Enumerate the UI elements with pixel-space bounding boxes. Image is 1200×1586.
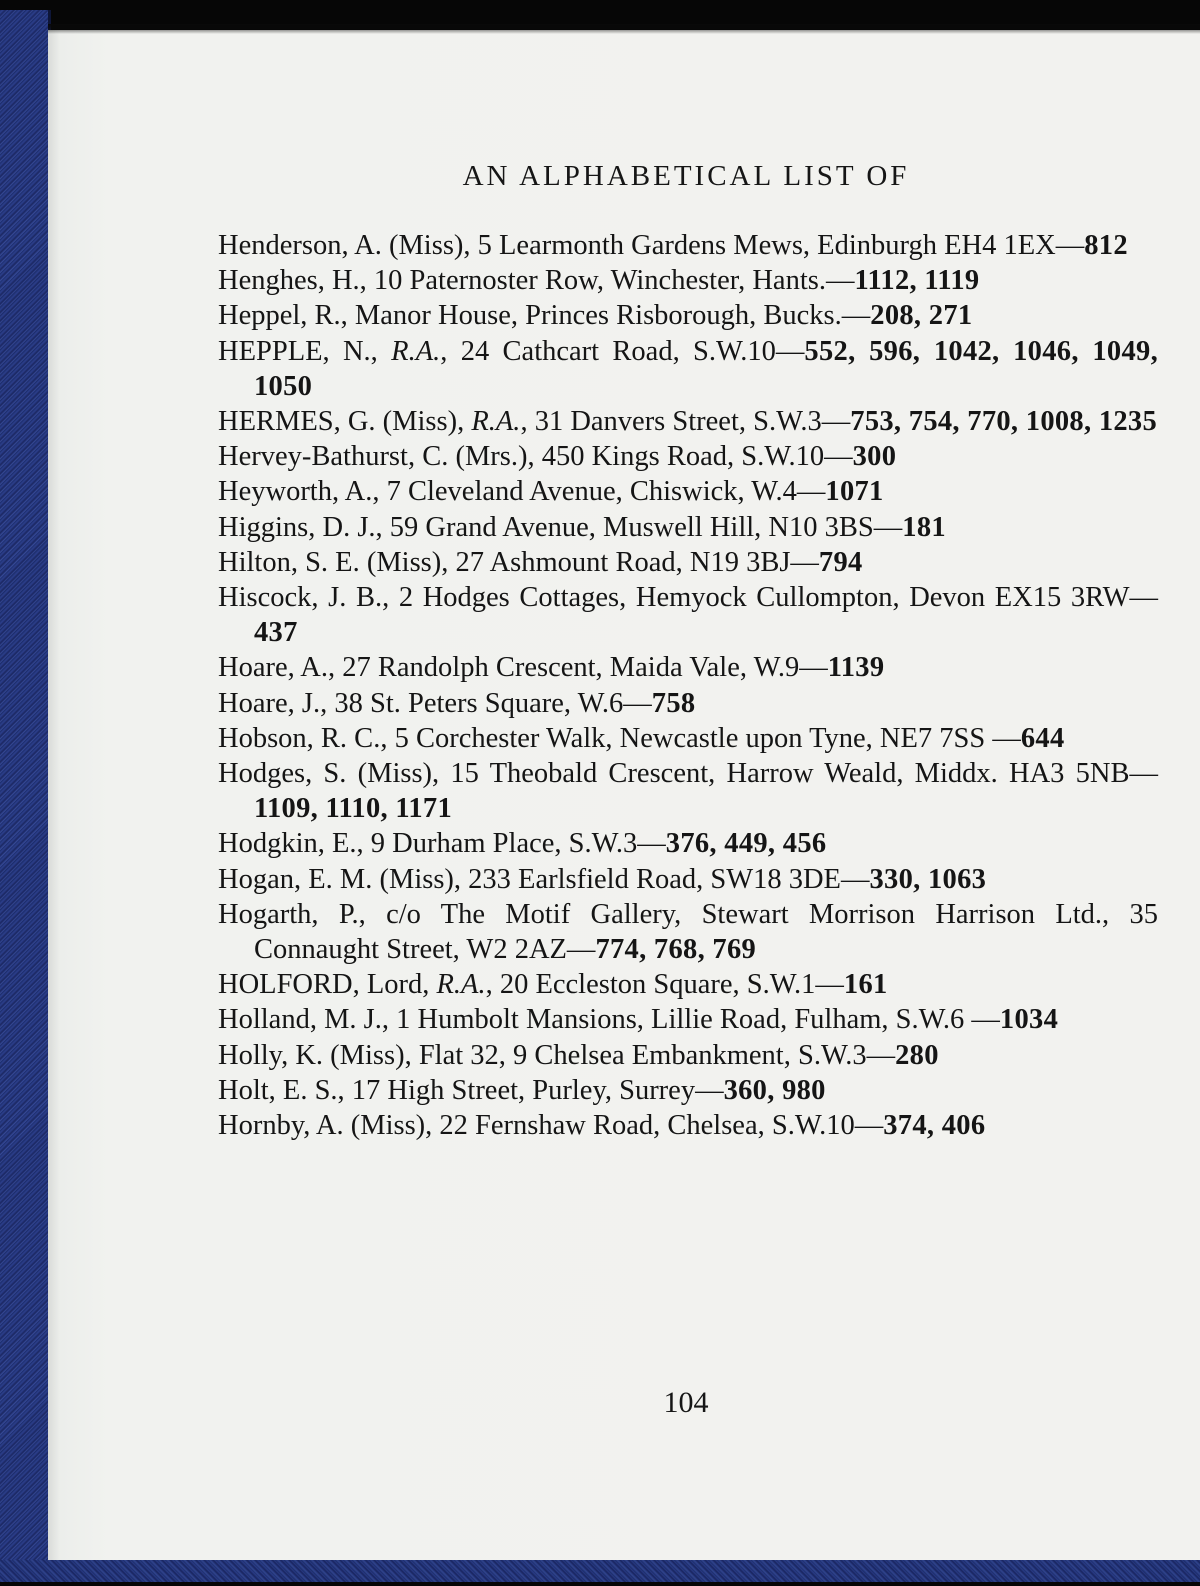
list-entry (218, 967, 1158, 1002)
entry-catalogue-numbers: 644 (1020, 722, 1065, 754)
entry-catalogue-numbers: 1109, 1110, 1171 (254, 793, 453, 825)
entry-catalogue-numbers: 280 (895, 1039, 939, 1071)
list-entry (218, 650, 1158, 685)
entry-text: Hilton, S. E. (Miss), 27 Ashmount Road, N19 3BJ— (218, 546, 819, 578)
list-entry (218, 474, 1158, 509)
list-entry (218, 334, 1158, 404)
list-entry (218, 263, 1158, 298)
entry-catalogue-numbers: 774, 768, 769 (595, 934, 757, 966)
entry-catalogue-numbers: 300 (852, 441, 897, 473)
entry-text: Hobson, R. C., 5 Corchester Walk, Newcastle upon Tyne, NE7 7SS — (218, 722, 1021, 754)
entry-text: Hogan, E. M. (Miss), 233 Earlsfield Road, SW18 3DE— (218, 863, 870, 895)
page-heading: AN ALPHABETICAL LIST OF (462, 160, 910, 192)
entry-text: Hoare, A., 27 Randolph Crescent, Maida Vale, W.9— (218, 652, 828, 684)
entry-text: HEPPLE, N., (218, 335, 392, 367)
list-entry (218, 510, 1158, 545)
book-cover-left-edge (0, 10, 51, 1582)
book-cover-bottom-edge (0, 1560, 1200, 1582)
entry-text: Hervey-Bathurst, C. (Mrs.), 450 Kings Road, S.W.10— (218, 441, 853, 473)
entry-address: , 24 Cathcart Road, S.W.10— (440, 335, 805, 367)
entry-catalogue-numbers: 374, 406 (883, 1110, 986, 1142)
entry-catalogue-numbers: 753, 754, 770, 1008, 1235 (850, 406, 1158, 438)
entry-text: Hodges, S. (Miss), 15 Theobald Crescent, Harrow Weald, Middx. HA3 5NB— (218, 758, 1158, 790)
entry-text: Higgins, D. J., 59 Grand Avenue, Muswell Hill, N10 3BS— (218, 511, 903, 543)
entry-catalogue-numbers: 1071 (825, 476, 884, 508)
entry-catalogue-numbers: 376, 449, 456 (665, 828, 827, 860)
entry-ra-title: R.A. (391, 335, 441, 367)
entry-catalogue-numbers: 1112, 1119 (854, 265, 980, 297)
entry-catalogue-numbers: 812 (1084, 230, 1128, 261)
list-entry (218, 686, 1158, 721)
entry-text: Holt, E. S., 17 High Street, Purley, Surrey— (218, 1074, 724, 1106)
entry-text: Hoare, J., 38 St. Peters Square, W.6— (218, 687, 652, 719)
list-entry (218, 1002, 1158, 1037)
entry-text: Hornby, A. (Miss), 22 Fernshaw Road, Chelsea, S.W.10— (218, 1110, 884, 1142)
entry-catalogue-numbers: 208, 271 (870, 300, 973, 332)
list-entry (218, 439, 1158, 474)
entry-text: Holly, K. (Miss), Flat 32, 9 Chelsea Embankment, S.W.3— (218, 1039, 896, 1071)
list-entry (218, 1108, 1158, 1143)
entry-catalogue-numbers: 181 (902, 511, 946, 543)
entry-catalogue-numbers: 360, 980 (723, 1074, 826, 1106)
entry-catalogue-numbers: 1139 (827, 652, 885, 684)
entry-text: HERMES, G. (Miss), (218, 406, 472, 438)
entry-catalogue-numbers: 330, 1063 (869, 863, 987, 895)
entry-catalogue-numbers: 437 (254, 617, 298, 649)
list-entry (218, 298, 1158, 333)
entry-text: Hodgkin, E., 9 Durham Place, S.W.3— (218, 828, 666, 860)
entry-text: HOLFORD, Lord, (218, 969, 437, 1001)
list-entry (218, 1038, 1158, 1073)
entry-catalogue-numbers: 161 (843, 969, 888, 1001)
list-entry (218, 545, 1158, 580)
entry-ra-title: R.A. (436, 969, 486, 1001)
entry-ra-title: R.A. (471, 406, 521, 438)
list-entry (218, 580, 1158, 650)
list-entry (218, 404, 1158, 439)
entry-text: Hogarth, P., c/o The Motif Gallery, Stewart Morrison Harrison Ltd., 35 Connaught Street, W2 2AZ— (218, 898, 1158, 966)
entry-text: Heyworth, A., 7 Cleveland Avenue, Chiswick, W.4— (218, 476, 826, 508)
list-entry (218, 897, 1158, 967)
list-entry (218, 826, 1158, 861)
entry-text: Henderson, A. (Miss), 5 Learmonth Gardens Mews, Edinburgh EH4 1EX— (218, 230, 1085, 261)
entry-catalogue-numbers: 552, 596, 1042, 1046, 1049, 1050 (254, 335, 1159, 402)
entry-list (218, 228, 1158, 1143)
entry-text: Heppel, R., Manor House, Princes Risborough, Bucks.— (218, 300, 871, 332)
page-number: 104 (663, 1386, 709, 1419)
list-entry (218, 1073, 1158, 1108)
entry-catalogue-numbers: 794 (818, 546, 863, 578)
entry-text: Hiscock, J. B., 2 Hodges Cottages, Hemyock Cullompton, Devon EX15 3RW— (218, 582, 1158, 614)
entry-address: , 20 Eccleston Square, S.W.1— (485, 969, 844, 1001)
entry-address: , 31 Danvers Street, S.W.3— (520, 406, 851, 438)
list-entry (218, 228, 1158, 263)
list-entry (218, 721, 1158, 756)
page-top-shadow (48, 24, 1200, 34)
entry-text: Henghes, H., 10 Paternoster Row, Winchester, Hants.— (218, 265, 855, 297)
list-entry (218, 756, 1158, 826)
list-entry (218, 862, 1158, 897)
entry-text: Holland, M. J., 1 Humbolt Mansions, Lillie Road, Fulham, S.W.6 — (218, 1004, 1000, 1036)
entry-catalogue-numbers: 1034 (999, 1004, 1059, 1036)
entry-catalogue-numbers: 758 (651, 687, 696, 719)
